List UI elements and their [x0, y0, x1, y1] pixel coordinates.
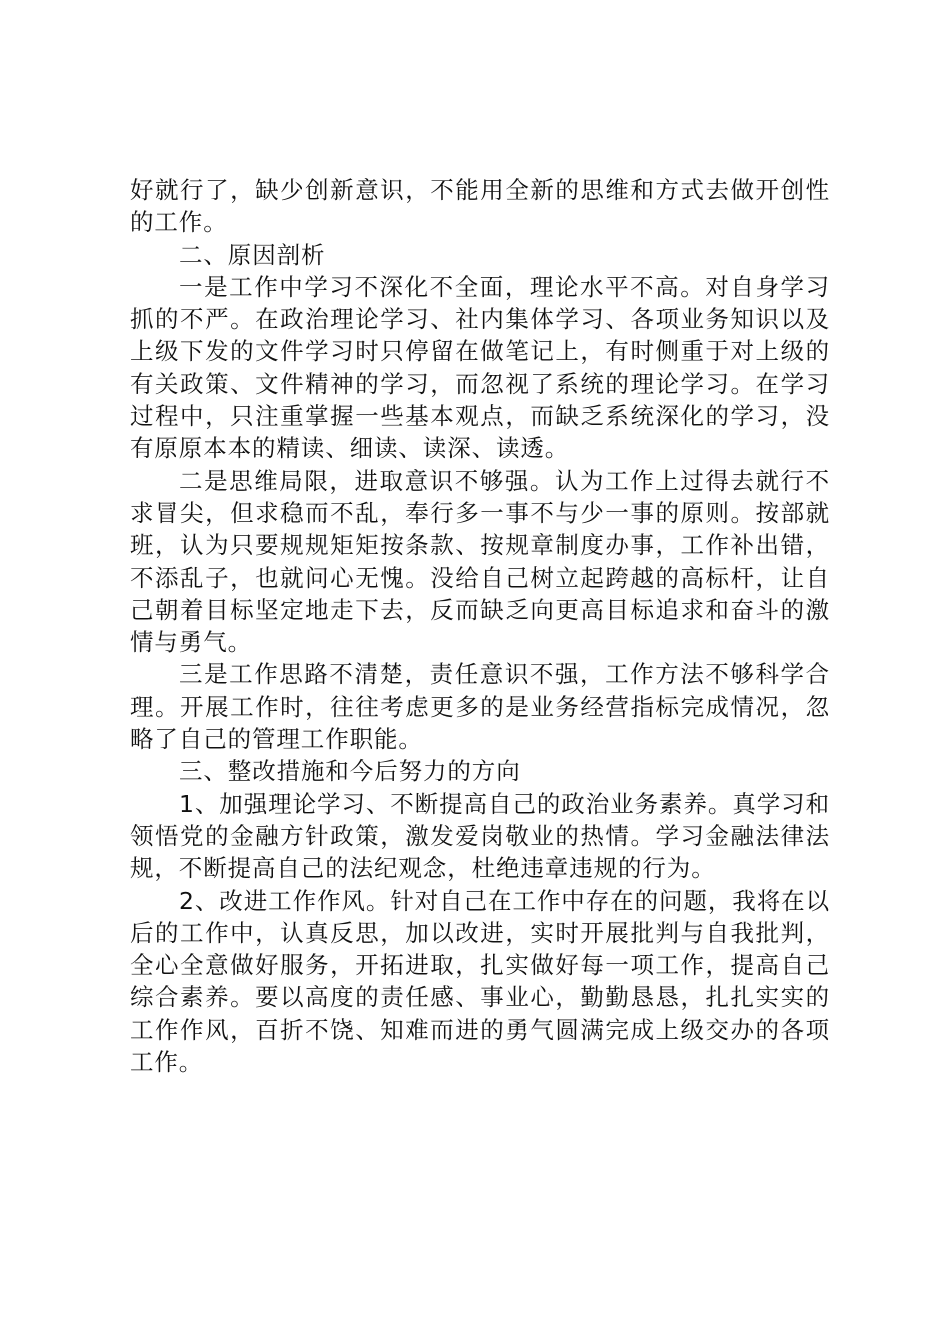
measure-item-1-lead: 1、加强理论学习、不断提高自己的政治业务素养。 — [179, 789, 733, 818]
measure-item-1 — [130, 788, 830, 885]
cause-paragraph-3: 三是工作思路不清楚，责任意识不强，工作方法不够科学合理。开展工作时，往往考虑更多的是业务经营指标完成情况，忽略了自己的管理工作职能。 — [130, 660, 830, 754]
cause-paragraph-1: 一是工作中学习不深化不全面，理论水平不高。对自身学习抓的不严。在政治理论学习、社内集体学习、各项业务知识以及上级下发的文件学习时只停留在做笔记上，有时侧重于对上级的有关政策、文件精神的学习，而忽视了系统的理论学习。在学习过程中，只注重掌握一些基本观点，而缺乏系统深化的学习，没有原原本本的精读、细读、读深、读透。 — [130, 272, 830, 463]
section-heading-rectification: 三、整改措施和今后努力的方向 — [179, 757, 521, 786]
measure-item-1-body: 真学习和领悟党的金融方针政策，激发爱岗敬业的热情。学习金融法律法规，不断提高自己的法纪观念，杜绝违章违规的行为。 — [130, 789, 830, 883]
continuation-paragraph: 好就行了，缺少创新意识，不能用全新的思维和方式去做开创性的工作。 — [130, 176, 830, 237]
measure-item-2 — [130, 885, 830, 1079]
document-page — [130, 174, 830, 1078]
cause-paragraph-2: 二是思维局限，进取意识不够强。认为工作上过得去就行不求冒尖，但求稳而不乱，奉行多一事不与少一事的原则。按部就班，认为只要规规矩矩按条款、按规章制度办事，工作补出错，不添乱子，也就问心无愧。没给自己树立起跨越的高标杆，让自己朝着目标坚定地走下去，反而缺乏向更高目标追求和奋斗的激情与勇气。 — [130, 466, 830, 657]
measure-item-2-body: 针对自己在工作中存在的问题，我将在以后的工作中，认真反思，加以改进，实时开展批判与自我批判，全心全意做好服务，开拓进取，扎实做好每一项工作，提高自己综合素养。要以高度的责任感、事业心，勤勤恳恳，扎扎实实的工作作风，百折不饶、知难而进的勇气圆满完成上级交办的各项工作。 — [130, 886, 830, 1077]
section-heading-cause-analysis: 二、原因剖析 — [179, 240, 326, 269]
measure-item-2-lead: 2、改进工作作风。 — [179, 886, 391, 915]
